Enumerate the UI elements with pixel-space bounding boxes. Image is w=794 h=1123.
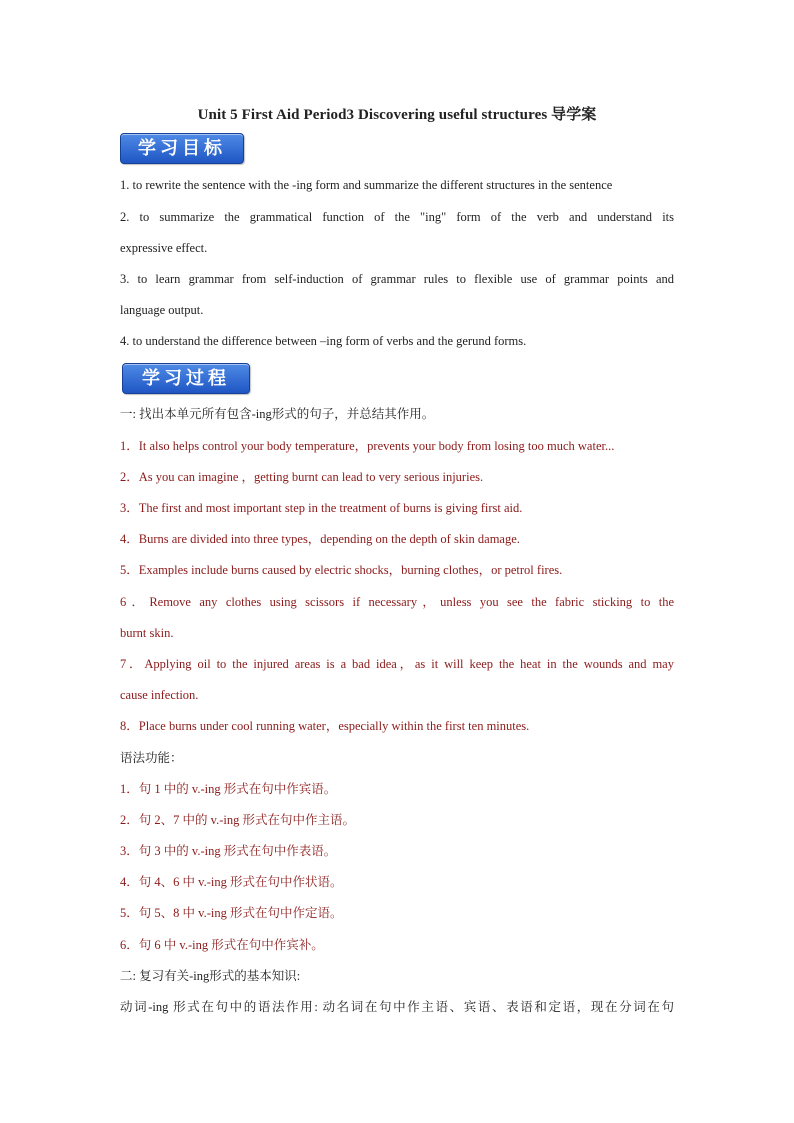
task-heading: 一: 找出本单元所有包含-ing形式的句子，并总结其作用。	[120, 407, 435, 421]
example-sentence: 8．Place burns under cool running water，especially within the first ten minutes.	[120, 719, 530, 733]
objective-line: language output.	[120, 303, 204, 317]
grammar-function: 2．句 2、7 中的 v.-ing 形式在句中作主语。	[120, 813, 355, 827]
grammar-function: 5．句 5、8 中 v.-ing 形式在句中作定语。	[120, 906, 343, 920]
grammar-function: 4．句 4、6 中 v.-ing 形式在句中作状语。	[120, 875, 343, 889]
grammar-function: 6．句 6 中 v.-ing 形式在句中作宾补。	[120, 938, 324, 952]
example-sentence: cause infection.	[120, 688, 199, 702]
example-sentence: 5．Examples include burns caused by electric shocks，burning clothes，or petrol fires.	[120, 563, 563, 577]
grammar-function: 3．句 3 中的 v.-ing 形式在句中作表语。	[120, 844, 337, 858]
section-badge-objectives: 学习目标	[120, 133, 244, 164]
task-heading: 二: 复习有关-ing形式的基本知识:	[120, 969, 301, 983]
example-sentence: burnt skin.	[120, 626, 174, 640]
example-sentence: 6．Remove any clothes using scissors if necessary，unless you see the fabric sticking to the	[120, 595, 674, 609]
section-badge-process: 学习过程	[122, 363, 250, 394]
objective-line: 2. to summarize the grammatical function of the "ing" form of the verb and understand its	[120, 210, 674, 224]
example-sentence: 3．The first and most important step in the treatment of burns is giving first aid.	[120, 501, 523, 515]
example-sentence: 7．Applying oil to the injured areas is a bad idea，as it will keep the heat in the wounds and may	[120, 657, 674, 671]
grammar-heading: 语法功能：	[120, 751, 183, 765]
body-text: 动词-ing 形式在句中的语法作用: 动名词在句中作主语、宾语、表语和定语，现在分词在句	[120, 1000, 674, 1014]
objective-line: 1. to rewrite the sentence with the -ing form and summarize the different structures in the sentence	[120, 178, 613, 192]
example-sentence: 1．It also helps control your body temperature，prevents your body from losing too much water...	[120, 439, 615, 453]
grammar-function: 1．句 1 中的 v.-ing 形式在句中作宾语。	[120, 782, 337, 796]
objective-line: expressive effect.	[120, 241, 208, 255]
example-sentence: 4．Burns are divided into three types，depending on the depth of skin damage.	[120, 532, 520, 546]
objective-line: 4. to understand the difference between –ing form of verbs and the gerund forms.	[120, 334, 527, 348]
objective-line: 3. to learn grammar from self-induction of grammar rules to flexible use of grammar points and	[120, 272, 674, 286]
page-title: Unit 5 First Aid Period3 Discovering useful structures 导学案	[197, 107, 597, 123]
example-sentence: 2．As you can imagine ，getting burnt can lead to very serious injuries.	[120, 470, 484, 484]
